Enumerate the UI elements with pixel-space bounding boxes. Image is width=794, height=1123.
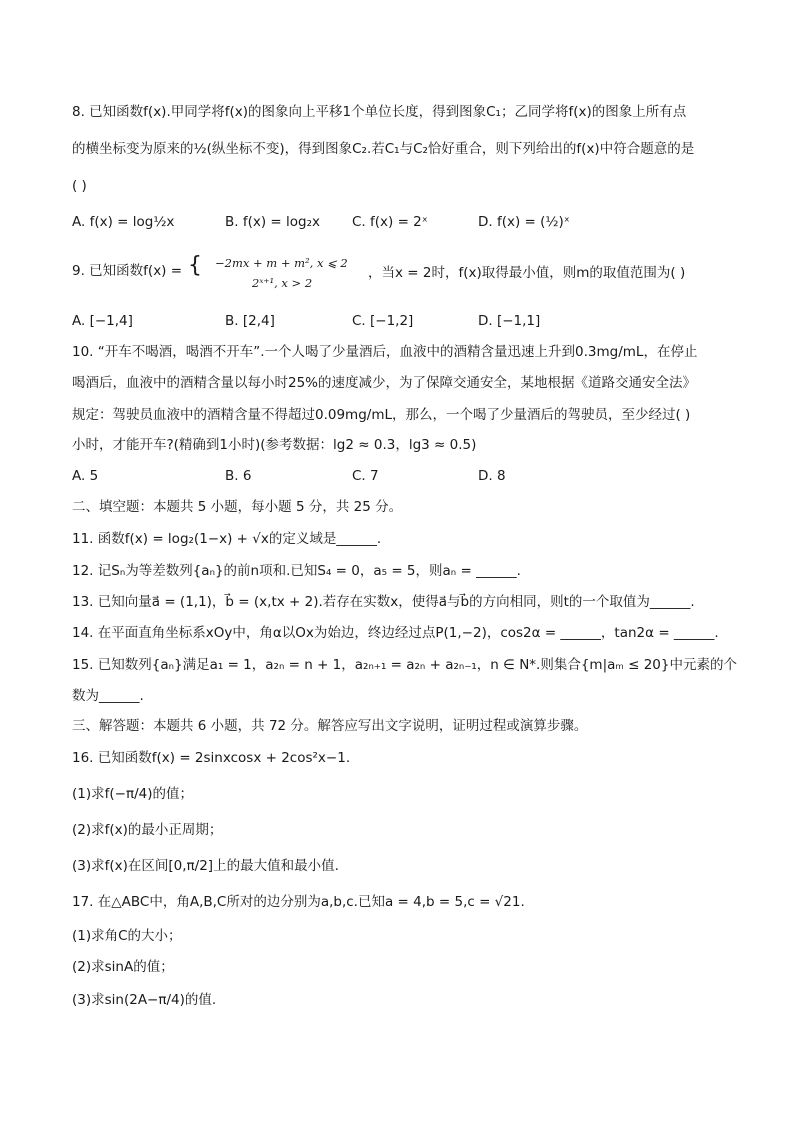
q14: 14. 在平面直角坐标系xOy中，角α以Ox为始边，终边经过点P(1,−2)，cos2α = ______，tan2α = ______. bbox=[72, 625, 719, 641]
q15-line1: 15. 已知数列{aₙ}满足a₁ = 1，a₂ₙ = n + 1，a₂ₙ₊₁ = a₂ₙ + a₂ₙ₋₁，n ∈ N*.则集合{m|aₘ ≤ 20}中元素的个 bbox=[72, 657, 737, 673]
q9-piece2: 2ˣ⁺¹, x > 2 bbox=[252, 276, 313, 290]
q9-option-b: B. [2,4] bbox=[225, 313, 275, 329]
q10-line1: 10. “开车不喝酒，喝酒不开车”.一个人喝了少量酒后，血液中的酒精含量迅速上升到0.3mg/mL，在停止 bbox=[72, 344, 698, 360]
q8-option-b: B. f(x) = log₂x bbox=[225, 214, 320, 230]
q10-line4: 小时，才能开车?(精确到1小时)(参考数据：lg2 ≈ 0.3，lg3 ≈ 0.5) bbox=[72, 437, 477, 453]
q16-part1: (1)求f(−π/4)的值； bbox=[72, 786, 193, 802]
q8-line3: ( ) bbox=[72, 178, 87, 194]
q11: 11. 函数f(x) = log₂(1−x) + √x的定义域是______. bbox=[72, 531, 382, 547]
q9-option-a: A. [−1,4] bbox=[72, 313, 133, 329]
q13: 13. 已知向量a⃗ = (1,1)，b⃗ = (x,tx + 2).若存在实数x，使得a⃗与b⃗的方向相同，则t的一个取值为______. bbox=[72, 594, 695, 610]
q16-stem: 16. 已知函数f(x) = 2sinxcosx + 2cos²x−1. bbox=[72, 750, 351, 766]
q10-line3: 规定：驾驶员血液中的酒精含量不得超过0.09mg/mL，那么，一个喝了少量酒后的驾驶员，至少经过( ) bbox=[72, 407, 691, 423]
q10-option-b: B. 6 bbox=[225, 468, 252, 484]
q10-option-a: A. 5 bbox=[72, 468, 99, 484]
q9-stem-suffix: ，当x = 2时，f(x)取得最小值，则m的取值范围为( ) bbox=[368, 265, 686, 281]
q8-option-d: D. f(x) = (½)ˣ bbox=[478, 214, 570, 230]
q9-stem-prefix: 9. 已知函数f(x) = bbox=[72, 263, 183, 279]
q17-part1: (1)求角C的大小； bbox=[72, 928, 182, 944]
q9-piece1: −2mx + m + m², x ⩽ 2 bbox=[215, 256, 348, 270]
q9-brace: { bbox=[188, 253, 202, 278]
q8-option-c: C. f(x) = 2ˣ bbox=[352, 214, 428, 230]
q9-option-d: D. [−1,1] bbox=[478, 313, 541, 329]
q17-stem: 17. 在△ABC中，角A,B,C所对的边分别为a,b,c.已知a = 4,b = 5,c = √21. bbox=[72, 894, 525, 910]
q17-part3: (3)求sin(2A−π/4)的值. bbox=[72, 992, 217, 1008]
q10-option-d: D. 8 bbox=[478, 468, 506, 484]
q16-part3: (3)求f(x)在区间[0,π/2]上的最大值和最小值. bbox=[72, 858, 339, 874]
section-answer-title: 三、解答题：本题共 6 小题，共 72 分。解答应写出文字说明，证明过程或演算步骤。 bbox=[72, 718, 588, 734]
section-fill-in-title: 二、填空题：本题共 5 小题，每小题 5 分，共 25 分。 bbox=[72, 499, 403, 515]
q12: 12. 记Sₙ为等差数列{aₙ}的前n项和.已知S₄ = 0，a₅ = 5，则aₙ = ______. bbox=[72, 563, 521, 579]
q8-line1: 8. 已知函数f(x).甲同学将f(x)的图象向上平移1个单位长度，得到图象C₁；乙同学将f(x)的图象上所有点 bbox=[72, 104, 687, 120]
q8-option-a: A. f(x) = log½x bbox=[72, 214, 175, 230]
q15-line2: 数为______. bbox=[72, 688, 144, 704]
q9-option-c: C. [−1,2] bbox=[352, 313, 414, 329]
q17-part2: (2)求sinA的值； bbox=[72, 959, 174, 975]
q8-line2: 的横坐标变为原来的½(纵坐标不变)，得到图象C₂.若C₁与C₂恰好重合，则下列给出的f(x)中符合题意的是 bbox=[72, 141, 695, 157]
q16-part2: (2)求f(x)的最小正周期； bbox=[72, 822, 223, 838]
q10-line2: 喝酒后，血液中的酒精含量以每小时25%的速度减少，为了保障交通安全，某地根据《道路交通安全法》 bbox=[72, 375, 697, 391]
q10-option-c: C. 7 bbox=[352, 468, 379, 484]
